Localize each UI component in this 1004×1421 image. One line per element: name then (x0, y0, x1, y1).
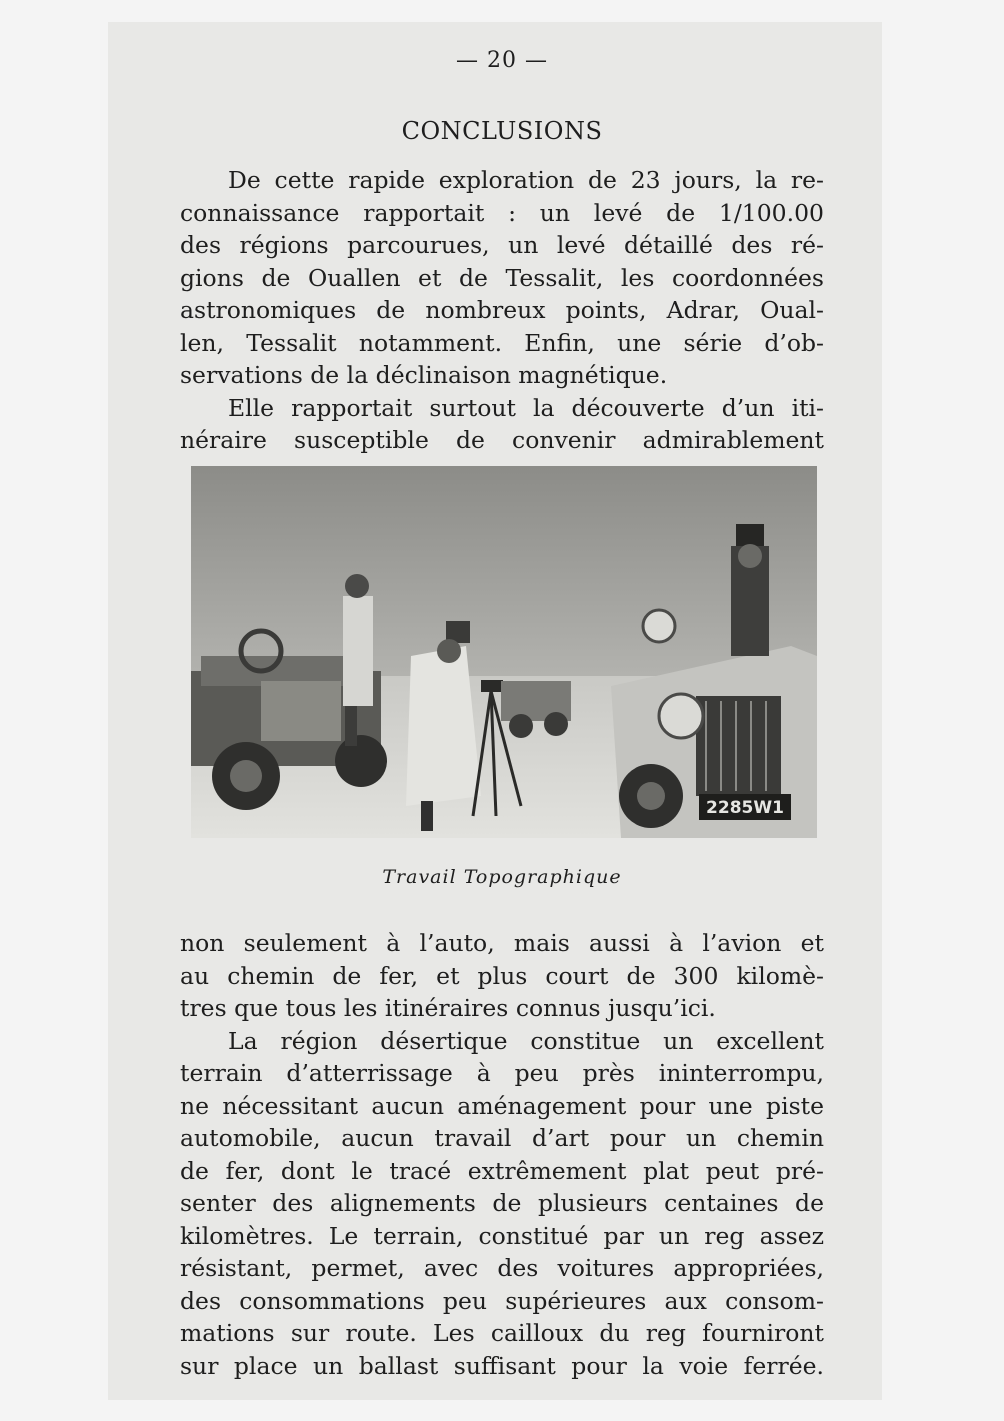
text-line: kilomètres. Le terrain, constitué par un reg assez (180, 1221, 824, 1250)
text-line: de fer, dont le tracé extrêmement plat peut pré- (180, 1156, 824, 1185)
section-heading: CONCLUSIONS (401, 117, 603, 145)
figure-right (731, 524, 769, 656)
text-line: des régions parcourues, un levé détaillé des ré- (180, 231, 824, 259)
text-block-top (180, 164, 824, 457)
text-line: néraire susceptible de convenir admirablement (180, 426, 824, 454)
text-line: ne nécessitant aucun aménagement pour une piste (180, 1091, 824, 1120)
text-line: terrain d’atterrissage à peu près ininterrompu, (180, 1059, 824, 1087)
text-line: connaissance rapportait : un levé de 1/100.00 (180, 198, 824, 227)
text-line: len, Tessalit notamment. Enfin, une série d’ob- (180, 328, 824, 357)
text-line: servations de la déclinaison magnétique. (180, 361, 668, 389)
photo-illustration (191, 466, 817, 838)
photograph (191, 466, 817, 838)
text-line: astronomiques de nombreux points, Adrar, Oual- (180, 296, 824, 324)
text-line: mations sur route. Les cailloux du reg fourniront (180, 1319, 824, 1347)
text-line: des consommations peu supérieures aux consom- (180, 1286, 824, 1315)
text-block-bottom (180, 927, 824, 1382)
text-line: au chemin de fer, et plus court de 300 kilomè- (180, 961, 824, 990)
text-line: La région désertique constitue un excellent (228, 1026, 824, 1055)
text-line: sur place un ballast suffisant pour la voie ferrée. (180, 1351, 824, 1380)
text-line: tres que tous les itinéraires connus jusqu’ici. (180, 994, 716, 1022)
page-number: — 20 — (456, 48, 548, 73)
text-line: Elle rapportait surtout la découverte d’un iti- (228, 393, 824, 422)
text-line: senter des alignements de plusieurs centaines de (180, 1189, 824, 1217)
text-line: non seulement à l’auto, mais aussi à l’avion et (180, 929, 824, 957)
text-line: gions de Ouallen et de Tessalit, les coordonnées (180, 263, 824, 292)
photo-caption: Travail Topographique (382, 866, 622, 888)
text-line: automobile, aucun travail d’art pour un chemin (180, 1124, 824, 1152)
text-line: résistant, permet, avec des voitures appropriées, (180, 1254, 824, 1282)
text-line: De cette rapide exploration de 23 jours, la re- (228, 166, 824, 194)
license-plate: 2285W1 (706, 798, 784, 818)
